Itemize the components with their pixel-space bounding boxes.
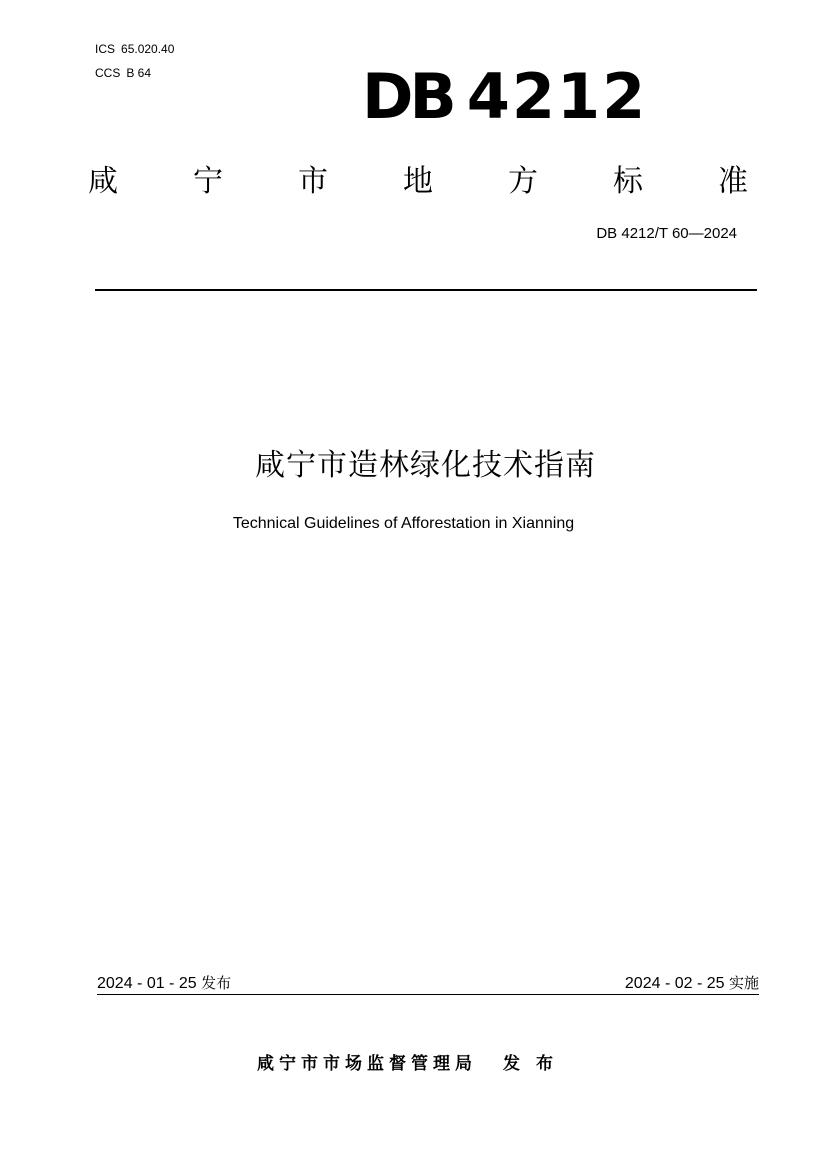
- publish-date-suffix: 发布: [201, 974, 232, 992]
- issuer-organization: 咸宁市市场监督管理局: [257, 1054, 478, 1074]
- publish-date-value: 2024 - 01 - 25: [97, 975, 197, 992]
- standard-type-heading: [88, 160, 748, 204]
- standard-type-char: 地: [403, 164, 433, 199]
- standard-type-char: 市: [298, 164, 328, 199]
- db-logo-letters: DB: [362, 60, 453, 133]
- header-divider: [95, 289, 757, 291]
- document-title-english: Technical Guidelines of Afforestation in Xianning: [232, 515, 575, 532]
- issuer-action: 发 布: [503, 1054, 558, 1074]
- document-title-chinese: 咸宁市造林绿化技术指南: [255, 448, 596, 483]
- db-standard-logo: [362, 62, 698, 132]
- footer-divider: [97, 994, 759, 995]
- publish-date: [97, 972, 231, 995]
- standard-number: DB 4212/T 60—2024: [596, 225, 737, 242]
- issuing-authority: [0, 1052, 815, 1076]
- db-logo-number: 4212: [466, 60, 648, 133]
- standard-type-char: 咸: [88, 164, 118, 199]
- standard-type-char: 宁: [193, 164, 223, 199]
- ics-code-line: [95, 42, 174, 56]
- ics-label: ICS: [95, 42, 116, 56]
- ics-value: 65.020.40: [121, 42, 175, 56]
- standard-type-char: 准: [718, 164, 748, 199]
- implement-date: [625, 972, 759, 995]
- ccs-value: B 64: [126, 66, 152, 80]
- implement-date-value: 2024 - 02 - 25: [624, 975, 725, 992]
- ccs-label: CCS: [95, 66, 121, 80]
- standard-type-char: 方: [508, 164, 538, 199]
- implement-date-suffix: 实施: [728, 974, 759, 992]
- standard-type-char: 标: [613, 164, 643, 199]
- ccs-code-line: [95, 66, 151, 80]
